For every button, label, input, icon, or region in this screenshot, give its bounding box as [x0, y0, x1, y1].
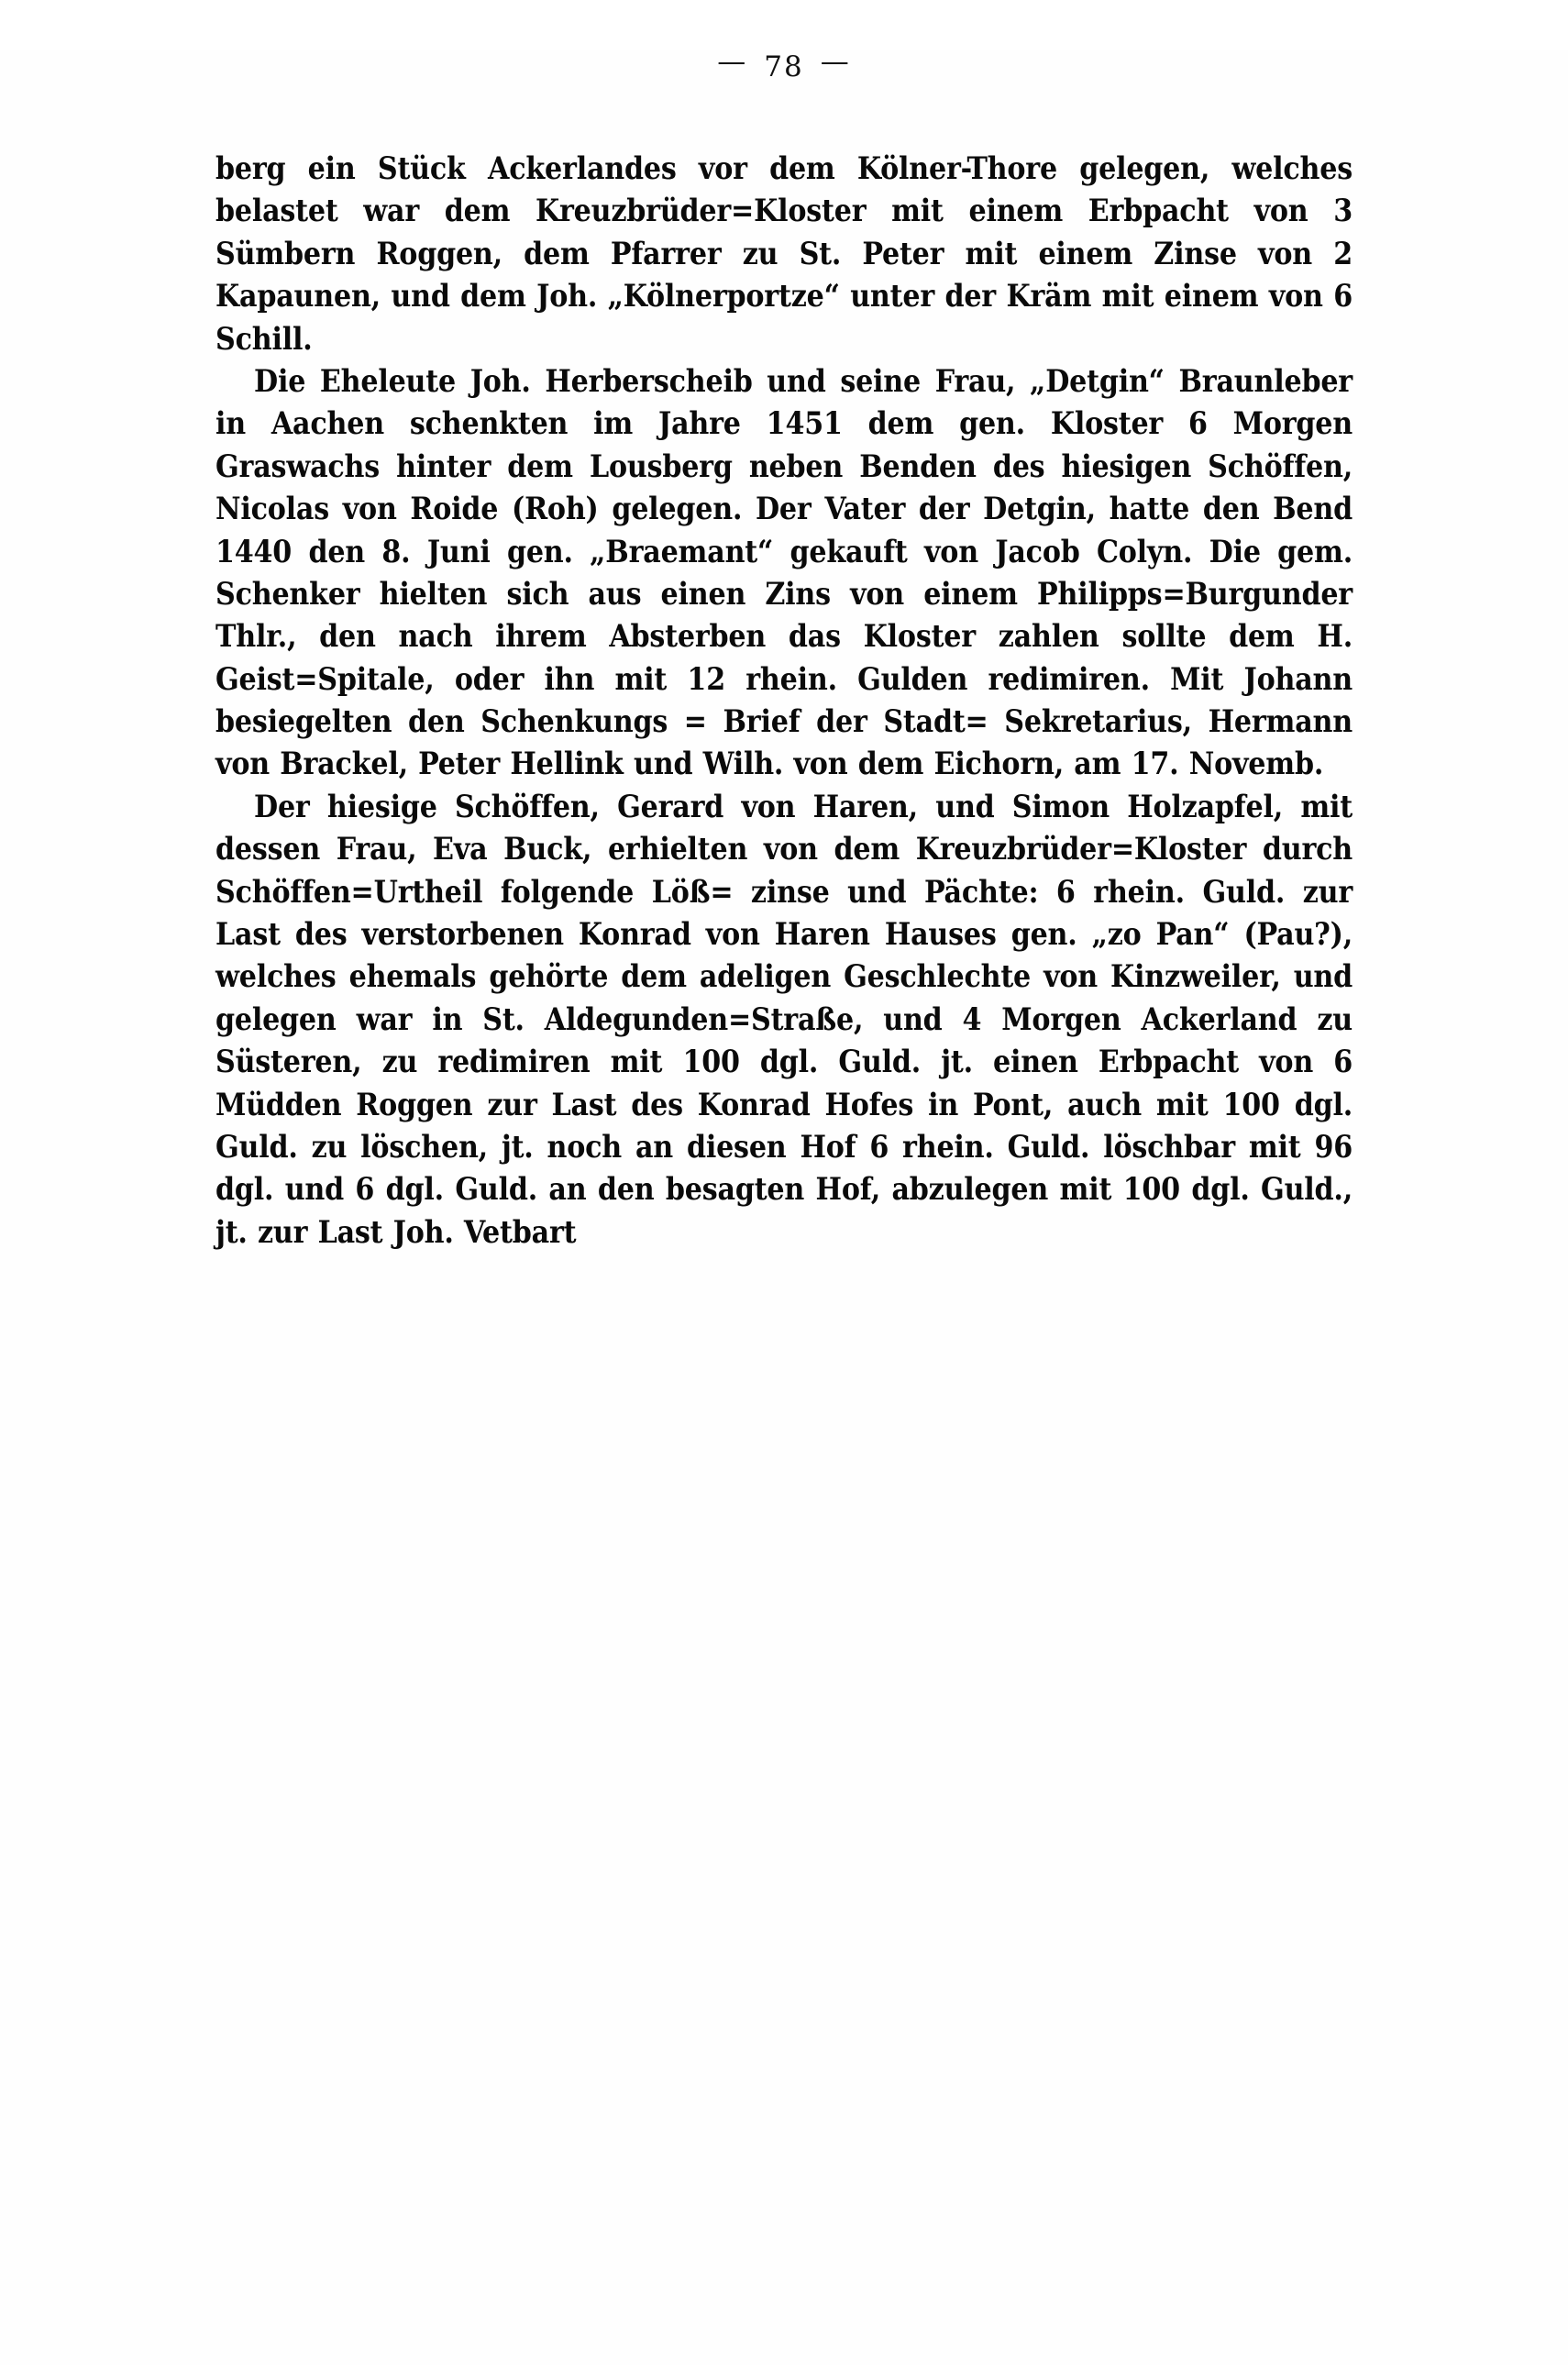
header-rule-right: — — [820, 45, 851, 78]
document-page — [0, 45, 1568, 2365]
page-header — [0, 45, 1568, 83]
paragraph: berg ein Stück Ackerlandes vor dem Kölner-Thore gelegen, welches belastet war dem Kreuzbrüder=Kloster mit einem Erbpacht von 3 Sümbern Roggen, dem Pfarrer zu St. Peter mit einem Zinse von 2 Kapaunen, und dem Joh. „Kölnerportze“ unter der Kräm mit einem von 6 Schill. — [215, 150, 1353, 357]
paragraph: Die Eheleute Joh. Herberscheib und seine Frau, „Detgin“ Braunleber in Aachen schenkten im Jahre 1451 dem gen. Kloster 6 Morgen Graswachs hinter dem Lousberg neben Benden des hiesigen Schöffen, Nicolas von Roide (Roh) gelegen. Der Vater der Detgin, hatte den Bend 1440 den 8. Juni gen. „Braemant“ gekauft von Jacob Colyn. Die gem. Schenker hielten sich aus einen Zins von einem Philipps=Burgunder Thlr., den nach ihrem Absterben das Kloster zahlen sollte dem H. Geist=Spitale, oder ihn mit 12 rhein. Gulden redimiren. Mit Johann besiegelten den Schenkungs = Brief der Stadt= Sekretarius, Hermann von Brackel, Peter Hellink und Wilh. von dem Eichorn, am 17. Novemb. — [215, 362, 1353, 782]
page-number: 78 — [764, 50, 804, 83]
body-text — [215, 83, 1353, 1254]
header-rule-left: — — [717, 45, 748, 78]
paragraph: Der hiesige Schöffen, Gerard von Haren, und Simon Holzapfel, mit dessen Frau, Eva Buck, erhielten von dem Kreuzbrüder=Kloster durch Schöffen=Urtheil folgende Löß= zinse und Pächte: 6 rhein. Guld. zur Last des verstorbenen Konrad von Haren Hauses gen. „zo Pan“ (Pau?), welches ehemals gehörte dem adeligen Geschlechte von Kinzweiler, und gelegen war in St. Aldegunden=Straße, und 4 Morgen Ackerland zu Süsteren, zu redimiren mit 100 dgl. Guld. jt. einen Erbpacht von 6 Müdden Roggen zur Last des Konrad Hofes in Pont, auch mit 100 dgl. Guld. zu löschen, jt. noch an diesen Hof 6 rhein. Guld. löschbar mit 96 dgl. und 6 dgl. Guld. an den besagten Hof, abzulegen mit 100 dgl. Guld., jt. zur Last Joh. Vetbart — [215, 788, 1353, 1250]
